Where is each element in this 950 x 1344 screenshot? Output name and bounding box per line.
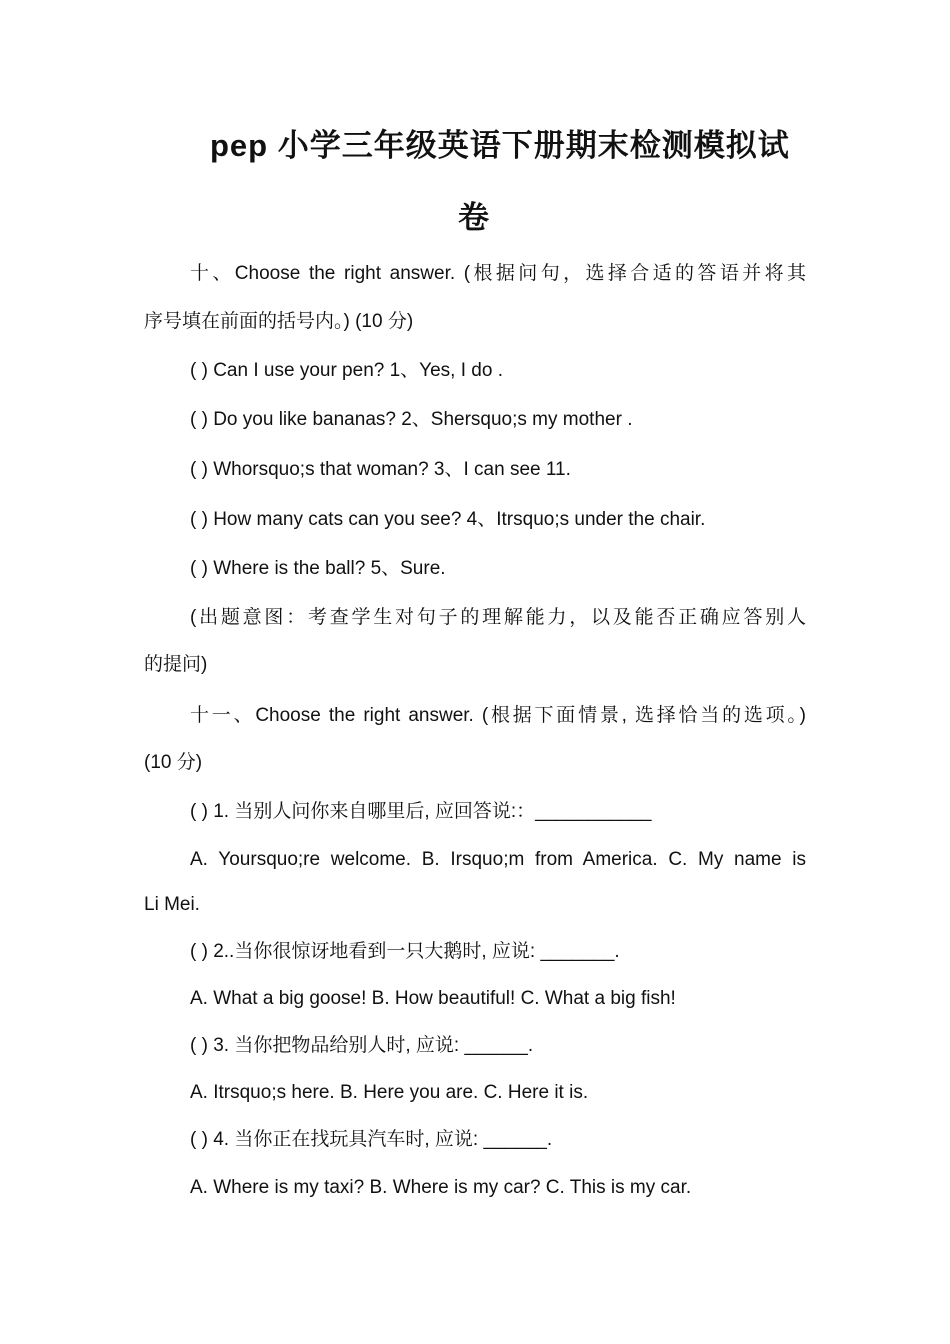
section-10-instruction-line-1: 十、Choose the right answer. (根据问句，选择合适的答语并将其 [190, 263, 806, 284]
page-title-line-2: 卷 [458, 200, 490, 235]
section-11-question-2-options: A. What a big goose! B. How beautiful! C. What a big fish! [190, 988, 676, 1009]
section-11-question-1: ( ) 1. 当别人问你来自哪里后, 应回答说:：___________ [190, 801, 652, 822]
section-10-note-line-2: 的提问) [144, 654, 208, 675]
section-11-question-2: ( ) 2..当你很惊讶地看到一只大鹅时, 应说: _______. [190, 941, 620, 962]
section-10-item-3: ( ) Whorsquo;s that woman? 3、I can see 11. [190, 459, 571, 480]
section-11-question-3-options: A. Itrsquo;s here. B. Here you are. C. Here it is. [190, 1082, 589, 1103]
section-11-question-3: ( ) 3. 当你把物品给别人时, 应说: ______. [190, 1035, 534, 1056]
section-11-instruction-line-1: 十一、Choose the right answer. (根据下面情景, 选择恰当的选项。) [190, 705, 806, 726]
section-11-question-4-options: A. Where is my taxi? B. Where is my car? C. This is my car. [190, 1177, 692, 1198]
section-11-question-1-options-line-1: A. Yoursquo;re welcome. B. Irsquo;m from America. C. My name is [190, 849, 806, 870]
section-10-item-5: ( ) Where is the ball? 5、Sure. [190, 558, 446, 579]
section-11-instruction-line-2: (10 分) [144, 752, 203, 773]
section-11-question-4: ( ) 4. 当你正在找玩具汽车时, 应说: ______. [190, 1129, 553, 1150]
section-10-item-1: ( ) Can I use your pen? 1、Yes, I do . [190, 360, 503, 381]
section-10-item-2: ( ) Do you like bananas? 2、Shersquo;s my mother . [190, 409, 633, 430]
section-11-question-1-options-line-2: Li Mei. [144, 894, 200, 915]
section-10-note-line-1: (出题意图：考查学生对句子的理解能力，以及能否正确应答别人 [190, 607, 806, 628]
section-10-instruction-line-2: 序号填在前面的括号内。) (10 分) [144, 311, 414, 332]
section-10-item-4: ( ) How many cats can you see? 4、Itrsquo;s under the chair. [190, 509, 706, 530]
page-title-line-1: pep 小学三年级英语下册期末检测模拟试 [210, 128, 790, 163]
